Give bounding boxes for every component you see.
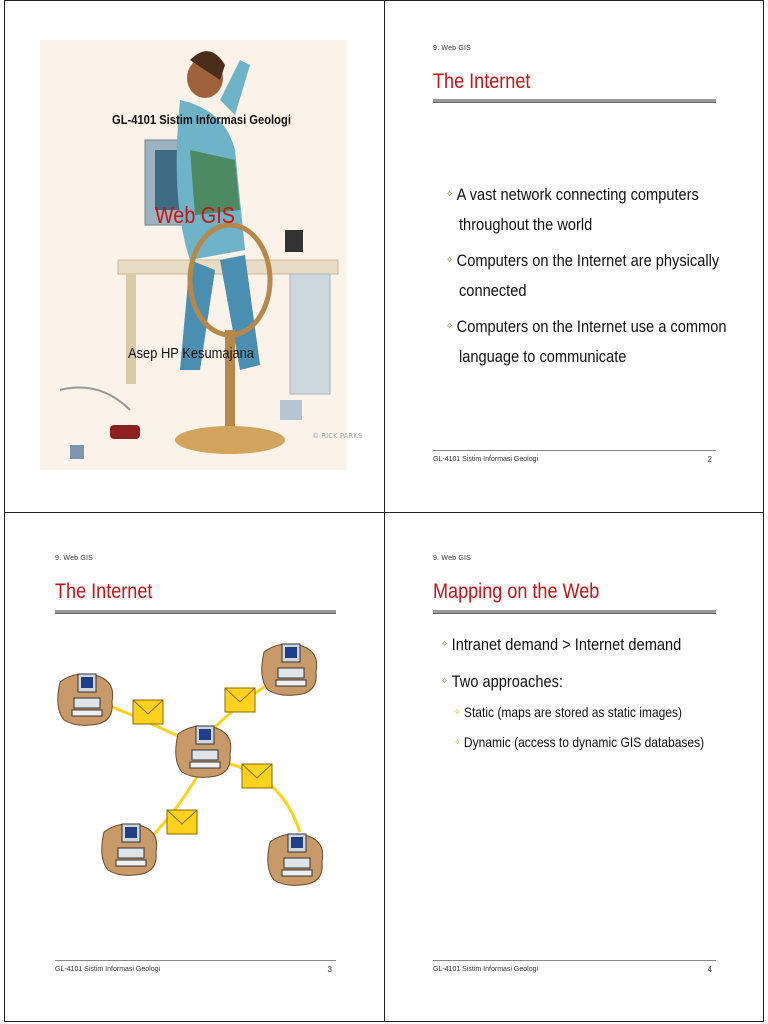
slide-3 (0, 512, 384, 1024)
section-label: 9. Web GIS (55, 555, 94, 562)
slide-4 (384, 512, 768, 1024)
section-label: 9. Web GIS (433, 45, 472, 52)
watermark-text: © RICK PARKS (312, 432, 363, 440)
bullet-item: ✧ Intranet demand > Internet demand (441, 635, 682, 654)
bullet-item-cont: language to communicate (459, 347, 627, 366)
page-number: 2 (707, 455, 712, 464)
diamond-bullet-icon: ✧ (446, 255, 454, 266)
envelope-icon (242, 764, 272, 788)
diamond-bullet-icon: ✧ (441, 676, 449, 687)
title-rule (55, 610, 336, 614)
bullet-item: ✧ A vast network connecting computers (446, 185, 699, 204)
envelope-icon (225, 688, 255, 712)
sub-bullet-item: ✧ Static (maps are stored as static images) (454, 704, 683, 720)
computer-icon (176, 726, 231, 777)
bullet-item: ✧ Computers on the Internet use a common (446, 317, 727, 336)
footer-rule (433, 450, 716, 451)
title-rule (433, 99, 716, 103)
sub-bullet-item: ✧ Dynamic (access to dynamic GIS databases) (454, 734, 705, 750)
cover-title: Web GIS (155, 202, 235, 228)
diamond-bullet-icon: ✧ (446, 189, 454, 200)
envelope-icon (167, 810, 197, 834)
computer-icon (102, 824, 157, 875)
cover-illustration (40, 40, 363, 470)
diamond-bullet-icon: ✧ (454, 737, 461, 747)
slide-title: The Internet (55, 580, 153, 603)
cover-author: Asep HP Kesumajana (128, 345, 254, 362)
slide-cover (0, 0, 384, 512)
section-label: 9. Web GIS (433, 555, 472, 562)
slide-title: Mapping on the Web (433, 580, 600, 603)
slide-2 (384, 0, 768, 512)
footer-rule (55, 960, 336, 961)
diamond-bullet-icon: ✧ (454, 707, 461, 717)
envelope-icon (133, 700, 163, 724)
footer-rule (433, 960, 716, 961)
footer-text: GL-4101 Sistim Informasi Geologi (433, 456, 539, 463)
computer-icon (262, 644, 317, 695)
slide-title: The Internet (433, 70, 531, 93)
diamond-bullet-icon: ✧ (441, 639, 449, 650)
course-title: GL-4101 Sistim Informasi Geologi (112, 112, 291, 127)
computer-icon (58, 674, 113, 725)
computer-icon (268, 834, 323, 885)
footer-text: GL-4101 Sistim Informasi Geologi (55, 966, 161, 973)
bullet-item: ✧ Computers on the Internet are physically (446, 251, 720, 270)
frustrated-user-illustration (40, 40, 363, 470)
bullet-item-cont: throughout the world (459, 215, 593, 234)
bullet-item: ✧ Two approaches: (441, 672, 563, 691)
page-number: 4 (707, 965, 712, 974)
diamond-bullet-icon: ✧ (446, 321, 454, 332)
bullet-item-cont: connected (459, 281, 527, 300)
footer-text: GL-4101 Sistim Informasi Geologi (433, 966, 539, 973)
page-number: 3 (327, 965, 332, 974)
network-diagram (50, 632, 350, 892)
title-rule (433, 610, 716, 614)
